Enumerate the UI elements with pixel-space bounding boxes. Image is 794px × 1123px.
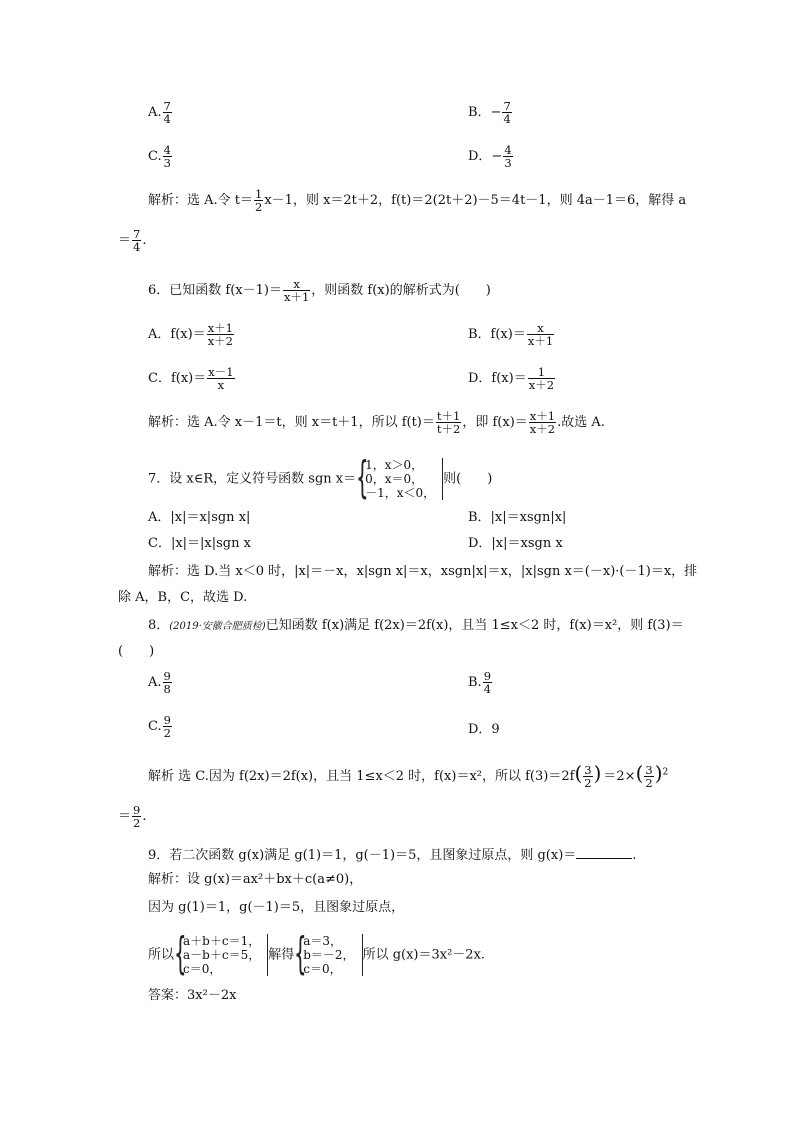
q8-solution — [148, 761, 669, 790]
numerator: x－1 — [208, 365, 234, 379]
numerator: x — [283, 278, 310, 291]
solution-text: 所以 — [148, 947, 175, 963]
fraction — [527, 322, 554, 347]
denominator: x＋2 — [207, 334, 233, 348]
fraction — [254, 188, 263, 213]
piecewise-system — [356, 452, 443, 503]
q6-option-c — [148, 366, 236, 391]
q7-option-c: C．|x|＝|x|sgn x — [148, 536, 251, 551]
equation-row: b＝－2， — [303, 948, 355, 962]
numerator: t＋1 — [436, 409, 461, 423]
denominator: x — [217, 378, 225, 392]
q8-solution-end — [118, 804, 146, 829]
denominator: 4 — [483, 682, 492, 696]
numerator: 9 — [483, 669, 492, 683]
right-paren-icon: ) — [593, 761, 602, 785]
system-bar — [362, 934, 363, 976]
fraction — [163, 144, 172, 169]
denominator: 2 — [133, 816, 141, 830]
q6-solution — [148, 410, 605, 435]
q6-option-a — [148, 322, 235, 347]
q8-option-a — [148, 670, 173, 695]
solution-text: 所以 g(x)＝3x²－2x. — [362, 947, 486, 963]
numerator: 4 — [163, 143, 171, 157]
question-text: 6．已知函数 f(x－1)＝ — [148, 283, 282, 298]
denominator: x＋2 — [529, 422, 556, 436]
option-label: D．− — [468, 149, 503, 164]
q7-solution-line2: 除 A，B，C，故选 D. — [118, 590, 248, 605]
left-paren-icon: ( — [574, 761, 583, 785]
question-source: (2019·安徽合肥质检) — [169, 621, 266, 632]
numerator: 9 — [163, 669, 171, 683]
system-bar — [442, 458, 443, 500]
equation-row: a－b＋c＝5， — [183, 948, 261, 962]
fraction — [207, 322, 234, 347]
numerator: 4 — [504, 143, 512, 157]
solution-text: 解析：选 A.令 t＝ — [148, 193, 254, 208]
q5-option-a — [148, 100, 173, 125]
numerator: 1 — [255, 187, 263, 201]
fraction — [644, 764, 653, 789]
q9-solution-line2: 因为 g(1)＝1，g(－1)＝5，且图象过原点， — [148, 900, 405, 915]
denominator: 3 — [504, 156, 512, 170]
denominator: 4 — [163, 112, 171, 126]
fraction — [583, 764, 592, 789]
numerator: x — [527, 322, 554, 335]
system-bar — [267, 934, 268, 976]
numerator: 7 — [163, 99, 171, 113]
fraction — [132, 228, 141, 253]
q5-option-b — [468, 100, 513, 125]
q7-option-b: B．|x|＝xsgn|x| — [468, 510, 567, 525]
option-label: A. — [148, 675, 162, 690]
fraction — [163, 100, 172, 125]
question-text: 9．若二次函数 g(x)满足 g(1)＝1，g(－1)＝5，且图象过原点，则 g(x)＝ — [148, 848, 577, 863]
equation-system — [174, 928, 268, 979]
q8-option-b — [468, 670, 493, 695]
q7-option-d: D．|x|＝xsgn x — [468, 536, 563, 551]
solution-text: 解得 — [268, 947, 295, 963]
option-label: C. — [148, 149, 162, 164]
option-label: A. — [148, 105, 162, 120]
q7-solution-line1: 解析：选 D.当 x＜0 时，|x|＝－x，x|sgn x|＝x，xsgn|x|＝x，|x|sgn x＝(－x)·(－1)＝x，排 — [148, 564, 698, 579]
option-label: C. — [148, 719, 162, 734]
q5-option-d — [468, 144, 514, 169]
numerator: x＋1 — [529, 409, 556, 423]
numerator: 9 — [163, 713, 171, 727]
fraction — [502, 100, 511, 125]
case-row: 0，x＝0， — [365, 472, 424, 486]
numerator: 3 — [584, 763, 592, 777]
solution-text: .故选 A. — [557, 415, 605, 430]
q8-option-c — [148, 714, 173, 739]
q6-stem — [148, 278, 491, 303]
solution-text: ＝ — [118, 809, 132, 824]
q7-stem — [148, 452, 493, 503]
question-number: 8． — [148, 618, 170, 633]
q8-answer-paren: ( ) — [118, 644, 155, 659]
option-label: B．f(x)＝ — [468, 327, 526, 342]
case-row: －1，x＜0， — [365, 486, 436, 500]
question-text: 已知函数 f(x)满足 f(2x)＝2f(x)，且当 1≤x＜2 时，f(x)＝x²，则 f(3)＝ — [265, 618, 684, 633]
denominator: 3 — [163, 156, 171, 170]
question-text: 7．设 x∈R，定义符号函数 sgn x＝ — [148, 471, 357, 487]
denominator: x＋1 — [527, 334, 554, 348]
denominator: 2 — [584, 776, 592, 790]
numerator: 7 — [503, 99, 511, 113]
exponent: 2 — [662, 767, 669, 778]
fraction — [163, 714, 172, 739]
numerator: 1 — [528, 366, 555, 379]
denominator: 8 — [163, 682, 171, 696]
solution-text: . — [142, 809, 147, 824]
fraction — [163, 670, 172, 695]
equation-row: c＝0， — [183, 962, 222, 976]
question-text: . — [632, 848, 637, 863]
numerator: 9 — [133, 803, 141, 817]
question-text: 则( ) — [443, 471, 493, 487]
q8-stem — [148, 618, 684, 635]
fraction — [436, 410, 461, 435]
numerator: x＋1 — [207, 321, 233, 335]
option-label: B. — [468, 675, 482, 690]
denominator: 2 — [163, 726, 171, 740]
option-label: A．f(x)＝ — [148, 327, 206, 342]
q6-option-b — [468, 322, 555, 347]
q8-option-d: D．9 — [468, 722, 500, 737]
solution-text: ＝ — [118, 233, 132, 248]
equation-row: a＝3， — [303, 934, 343, 948]
left-brace-icon: { — [356, 452, 369, 503]
fraction — [283, 278, 310, 303]
q9-solution-line1: 解析：设 g(x)＝ax²＋bx＋c(a≠0)， — [148, 872, 363, 887]
denominator: x＋2 — [528, 378, 555, 392]
right-paren-icon: ) — [654, 761, 663, 785]
q7-option-a: A．|x|＝x|sgn x| — [148, 510, 251, 525]
fraction — [503, 144, 512, 169]
numerator: 3 — [645, 763, 653, 777]
denominator: 2 — [645, 776, 653, 790]
left-brace-icon: { — [174, 928, 187, 979]
q5-option-c — [148, 144, 173, 169]
solution-text: 解析：选 A.令 x－1＝t，则 x＝t＋1，所以 f(t)＝ — [148, 415, 435, 430]
fraction — [529, 410, 556, 435]
denominator: 2 — [255, 200, 263, 214]
q9-answer: 答案：3x²－2x — [148, 988, 237, 1003]
answer-blank[interactable] — [576, 846, 632, 859]
q6-option-d — [468, 366, 556, 391]
solution-text: x－1，则 x＝2t＋2，f(t)＝2(2t＋2)－5＝4t－1，则 4a－1＝6，解得 a — [264, 193, 687, 208]
solution-text: . — [142, 233, 147, 248]
left-brace-icon: { — [294, 928, 307, 979]
numerator: 7 — [133, 227, 141, 241]
left-paren-icon: ( — [635, 761, 644, 785]
question-text: ，则函数 f(x)的解析式为( ) — [311, 283, 491, 298]
solution-text: ，即 f(x)＝ — [462, 415, 528, 430]
solution-text: 解析 选 C.因为 f(2x)＝2f(x)，且当 1≤x＜2 时，f(x)＝x²，所以 f(3)＝2f — [148, 769, 575, 784]
case-row: 1，x＞0， — [365, 458, 424, 472]
solution-text: ＝2× — [603, 769, 636, 784]
solution-system — [294, 928, 362, 979]
option-label: D．f(x)＝ — [468, 371, 527, 386]
q5-solution — [148, 188, 686, 213]
fraction — [528, 366, 555, 391]
q9-stem — [148, 846, 636, 864]
fraction — [132, 804, 141, 829]
fraction — [483, 670, 492, 695]
denominator: 4 — [503, 112, 511, 126]
denominator: 4 — [133, 240, 141, 254]
fraction — [207, 366, 234, 391]
option-label: B．− — [468, 105, 502, 120]
q9-solution-systems — [148, 928, 486, 979]
denominator: x＋1 — [283, 290, 310, 304]
q5-solution-end — [118, 228, 146, 253]
option-label: C．f(x)＝ — [148, 371, 207, 386]
denominator: t＋2 — [436, 422, 461, 436]
equation-row: c＝0， — [303, 962, 342, 976]
equation-row: a＋b＋c＝1， — [183, 934, 261, 948]
